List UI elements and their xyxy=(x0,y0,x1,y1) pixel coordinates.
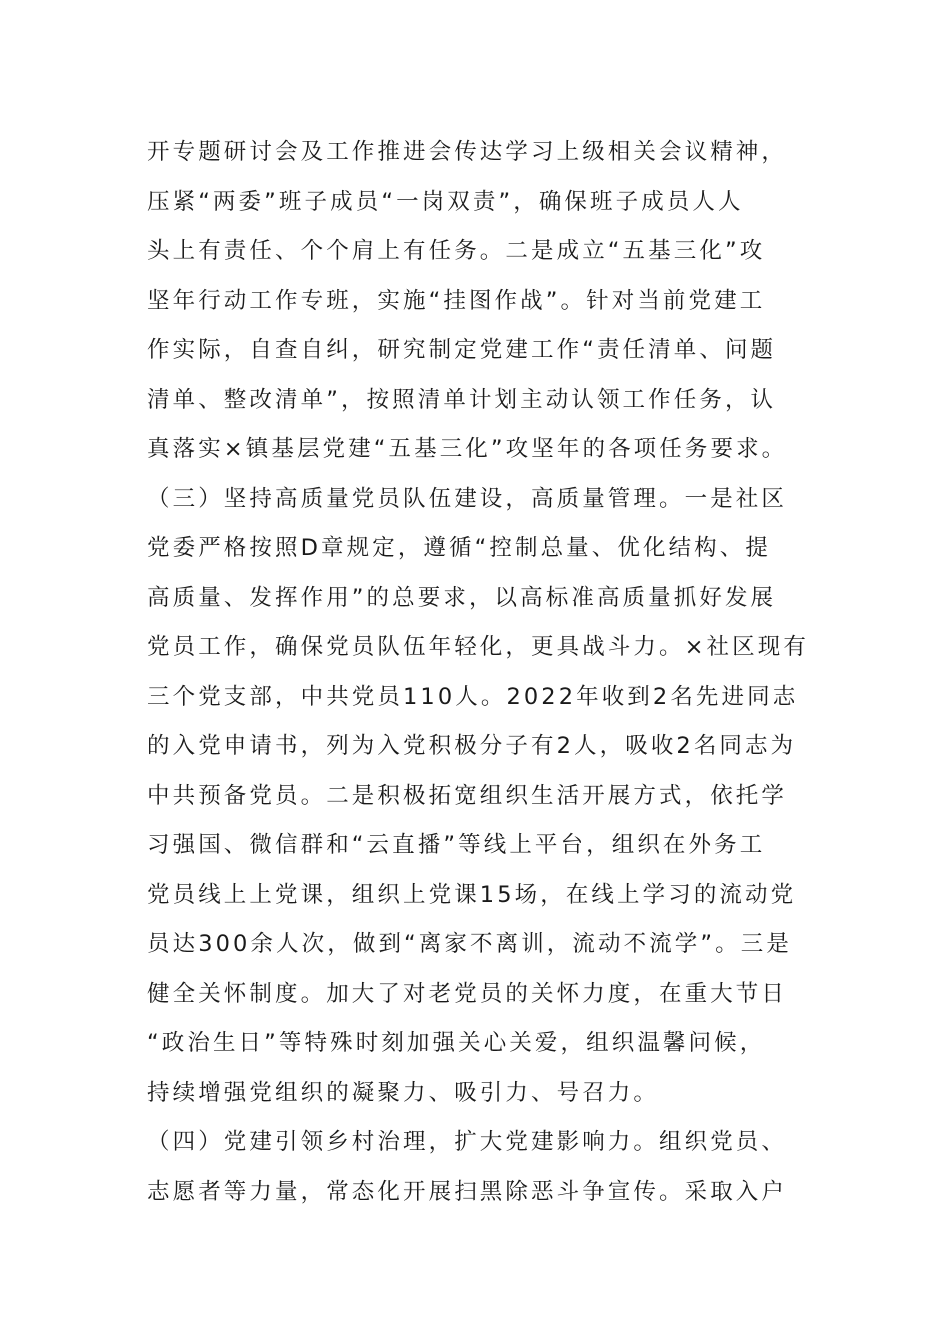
text-line: 坚年行动工作专班，实施“挂图作战”。针对当前党建工 xyxy=(147,287,766,314)
text-line: “政治生日”等特殊时刻加强关心关爱，组织温馨问候， xyxy=(147,1030,766,1056)
text-line: 真落实×镇基层党建“五基三化”攻坚年的各项任务要求。 xyxy=(147,436,788,462)
text-line: 开专题研讨会及工作推进会传达学习上级相关会议精神， xyxy=(147,139,788,165)
text-line: 党委严格按照D章规定，遵循“控制总量、优化结构、提 xyxy=(147,535,771,561)
text-line: 中共预备党员。二是积极拓宽组织生活开展方式，依托学 xyxy=(147,782,788,809)
text-line: 三个党支部，中共党员110人。2022年收到2名先进同志 xyxy=(147,683,799,710)
text-line: 员达300余人次，做到“离家不离训，流动不流学”。三是 xyxy=(147,931,792,957)
body-text xyxy=(147,128,807,1217)
text-line: 高质量、发挥作用”的总要求，以高标准高质量抓好发展 xyxy=(147,584,777,611)
section-heading-line: （四）党建引领乡村治理，扩大党建影响力。组织党员、 xyxy=(147,1129,788,1155)
text-line: 党员工作，确保党员队伍年轻化，更具战斗力。×社区现有 xyxy=(147,634,809,660)
text-line: 党员线上上党课，组织上党课15场，在线上学习的流动党 xyxy=(147,881,797,908)
text-line: 的入党申请书，列为入党积极分子有2人，吸收2名同志为 xyxy=(147,733,797,759)
text-line: 健全关怀制度。加大了对老党员的关怀力度，在重大节日 xyxy=(147,980,788,1007)
text-line: 习强国、微信群和“云直播”等线上平台，组织在外务工 xyxy=(147,832,766,858)
text-line: 志愿者等力量，常态化开展扫黑除恶斗争宣传。采取入户 xyxy=(147,1178,788,1205)
text-line: 压紧“两委”班子成员“一岗双责”，确保班子成员人人 xyxy=(147,188,744,215)
text-line: 持续增强党组织的凝聚力、吸引力、号召力。 xyxy=(147,1079,660,1106)
text-line: 作实际，自查自纠，研究制定党建工作“责任清单、问题 xyxy=(147,337,777,363)
section-heading-line: （三）坚持高质量党员队伍建设，高质量管理。一是社区 xyxy=(147,485,788,512)
text-line: 清单、整改清单”，按照清单计划主动认领工作任务，认 xyxy=(147,386,777,413)
text-line: 头上有责任、个个肩上有任务。二是成立“五基三化”攻 xyxy=(147,238,766,264)
